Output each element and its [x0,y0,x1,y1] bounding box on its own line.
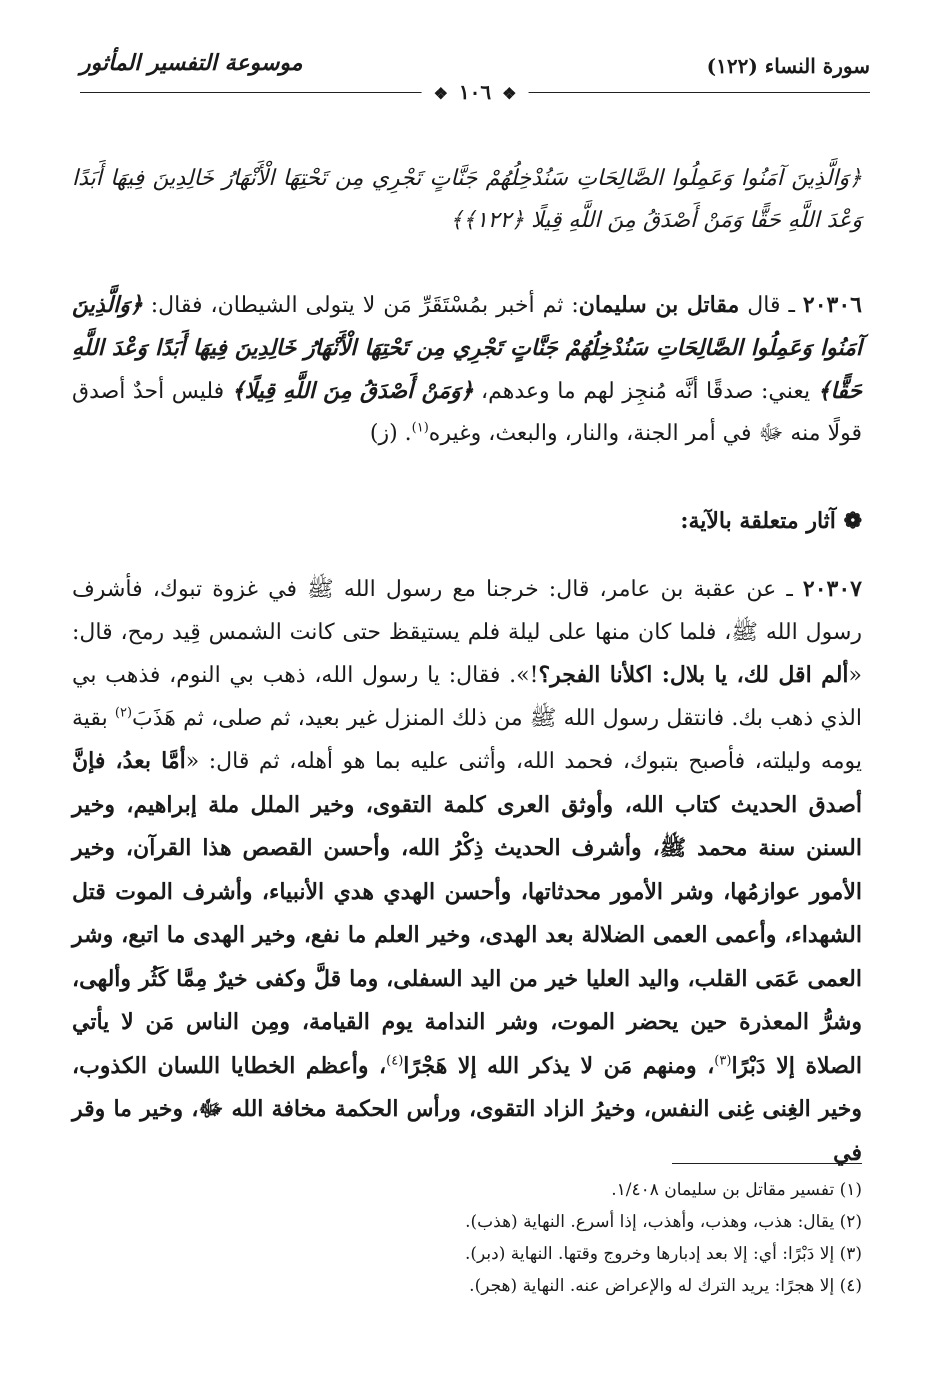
narrator-name: مقاتل بن سليمان [578,292,740,318]
page-header [80,46,870,106]
narration-number: ٢٠٣٠٧ [802,576,862,602]
narration-20307 [72,568,862,1175]
footnote-marker[interactable]: (٣) [714,1053,732,1069]
hadith-quote: ألم اقل لك، يا بلال: اكلأنا الفجر؟ [538,662,849,688]
narration-intro: ـ قال [739,293,803,318]
footnote-marker[interactable]: (١) [411,420,429,436]
footnote-divider [672,1163,862,1164]
ornament-icon: ❖ [502,84,517,103]
verse-text [72,158,862,242]
narration-text: : ثم أخبر بمُسْتَقَرِّ مَن لا يتولى الشيطان، فقال: [142,293,579,318]
footnote-3: (٣) إلا دَبْرًا: أي: إلا بعد إدبارها وخروج وقتها. النهاية (دبر). [464,1244,862,1264]
flower-icon: ❁ [843,508,862,534]
hadith-quote: ، ومنهم مَن لا يذكر الله إلا هَجْرًا [403,1052,715,1079]
narration-text: !». فقال: يا رسول الله، ذهب بي النوم، فذهب بي الذي ذهب بك. فانتقل رسول الله ﷺ من ذلك المنزل غير بعيد، ثم صلى، ثم هَذَبَ [72,663,862,731]
page-number-group [422,80,529,104]
narration-text: بقية يومه وليلته، فأصبح بتبوك، فحمد الله، وأثنى عليه بما هو أهله، ثم قال: « [72,705,862,774]
source-code: . (ز) [369,421,412,446]
footnote-marker[interactable]: (٤) [386,1053,404,1069]
hadith-quote: ، وأعظم الخطايا اللسان الكذوب، وخير الغِنى غِنى النفس، وخيرُ الزاد التقوى، ورأس الحكمة مخافة الله ﷻ، وخير ما وقر في [72,1052,862,1166]
footnote-4: (٤) إلا هجرًا: يريد الترك له والإعراض عنه. النهاية (هجر). [469,1276,862,1296]
ornament-icon: ❖ [433,84,448,103]
quran-quote: ﴿وَمَنْ أَصْدَقُ مِنَ اللَّهِ قِيلًا﴾ [231,378,474,404]
section-heading [680,508,862,534]
surah-title: سورة النساء (١٢٢) [706,54,870,78]
section-heading-text: آثار متعلقة بالآية: [680,508,836,534]
narration-text: يعني: صدقًا أنَّه مُنجِز لهم ما وعدهم، [473,379,818,404]
page-number: ١٠٦ [458,80,492,104]
footnote-1: (١) تفسير مقاتل بن سليمان ١/٤٠٨. [611,1180,862,1200]
narration-text: فليس أحدٌ أصدق قولًا منه ﷻ في أمر الجنة، والنار، والبعث، وغيره [72,379,862,446]
footnote-2: (٢) يقال: هذب، وهذب، وأهذب، إذا أسرع. النهاية (هذب). [465,1212,862,1232]
narration-number: ٢٠٣٠٦ [802,292,862,318]
hadith-quote: أمَّا بعدُ، فإنَّ أصدق الحديث كتاب الله، وأوثق العرى كلمة التقوى، وخير الملل ملة إبراهيم، وخير السنن سنة محمد ﷺ، وأشرف الحديث ذِكْرُ الله، وأحسن القصص هذا القرآن، وخير الأمور عوازمُها، وشر الأمور محدثاتها، وأحسن الهدي هدي الأنبياء، وأشرف الموت قتل الشهداء، وأعمى العمى الضلالة بعد الهدى، وخير العلم ما نفع، وخير الهدى ما اتبع، وشر العمى عَمَى القلب، واليد العليا خير من اليد السفلى، وما قلَّ وكفى خيرٌ مِمَّا كَثُر وألهى، وشرُّ المعذرة حين يحضر الموت، وشر الندامة يوم القيامة، ومِن الناس مَن لا يأتي الصلاة إلا دَبْرًا [72,748,862,1079]
footnote-marker[interactable]: (٢) [114,705,133,721]
verse-body: ﴿وَالَّذِينَ آمَنُوا وَعَمِلُوا الصَّالِحَاتِ سَنُدْخِلُهُمْ جَنَّاتٍ تَجْرِي مِن تَحْتِهَا الْأَنْهَارُ خَالِدِينَ فِيهَا أَبَدًا وَعْدَ اللَّهِ حَقًّا وَمَنْ أَصْدَقُ مِنَ اللَّهِ قِيلًا ﴿١٢٢﴾﴾ [72,166,862,233]
quran-quote: ﴿وَالَّذِينَ آمَنُوا وَعَمِلُوا الصَّالِحَاتِ سَنُدْخِلُهُمْ جَنَّاتٍ تَجْرِي مِن تَحْتِهَا الْأَنْهَارُ خَالِدِينَ فِيهَا أَبَدًا وَعْدَ اللَّهِ حَقًّا﴾ [72,292,862,404]
narration-text: ـ عن عقبة بن عامر، قال: خرجنا مع رسول الله ﷺ في غزوة تبوك، فأشرف رسول الله ﷺ، فلما كان منها على ليلة فلم يستيقظ حتى كانت الشمس قِيد رمح، قال: « [72,577,862,688]
book-title: موسوعة التفسير المأثور [80,50,303,76]
footnotes [72,1174,862,1302]
narration-20306 [72,284,862,455]
